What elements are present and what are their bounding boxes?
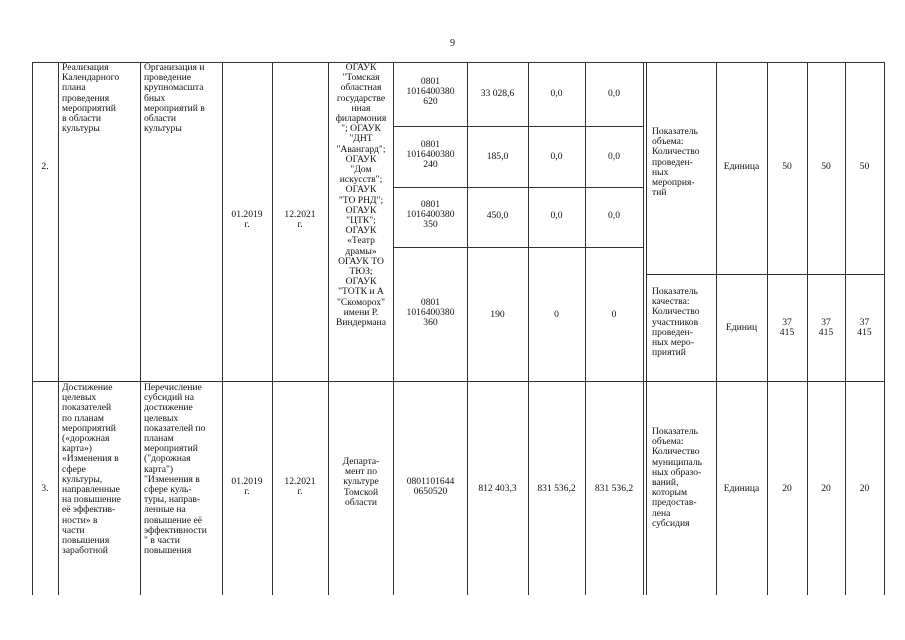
amount-2019: 812 403,3 bbox=[478, 484, 517, 494]
amount-2020: 831 536,2 bbox=[537, 484, 576, 494]
table-rule bbox=[585, 62, 586, 595]
table-rule bbox=[646, 274, 884, 275]
indicator-2020: 50 bbox=[821, 162, 831, 172]
indicator-name: Показатель объема: Количество муниципаль ных образо- ваний, которым предостав- лена субсидия bbox=[652, 427, 703, 529]
amount-2019: 33 028,6 bbox=[480, 89, 515, 99]
row-number: 2. bbox=[41, 162, 49, 172]
event-content: Организация и проведение крупномасшта бных мероприятий в области культуры bbox=[144, 63, 205, 135]
indicator-2020: 37 415 bbox=[818, 318, 834, 339]
amount-2020: 0 bbox=[554, 310, 559, 320]
amount-2021: 0,0 bbox=[608, 152, 620, 162]
indicator-2019: 37 415 bbox=[779, 318, 795, 339]
row-number: 3. bbox=[41, 484, 49, 494]
table-rule bbox=[467, 62, 468, 595]
table-rule bbox=[32, 62, 33, 595]
table-rule bbox=[222, 62, 223, 595]
indicator-2019: 50 bbox=[782, 162, 792, 172]
table-rule bbox=[393, 247, 643, 248]
start-date: 01.2019 г. bbox=[231, 210, 263, 231]
amount-2019: 190 bbox=[490, 310, 505, 320]
kbk-code: 0801 1016400380 240 bbox=[406, 140, 455, 171]
indicator-2019: 20 bbox=[782, 484, 792, 494]
amount-2021: 0,0 bbox=[608, 211, 620, 221]
table-rule bbox=[646, 62, 647, 595]
amount-2020: 0,0 bbox=[550, 152, 563, 162]
indicator-name: Показатель объема: Количество проведен- ных мероприя- тий bbox=[652, 127, 700, 199]
end-date: 12.2021 г. bbox=[284, 477, 316, 498]
kbk-code: 0801 1016400380 620 bbox=[406, 77, 455, 108]
kbk-code: 0801 1016400380 360 bbox=[406, 298, 455, 329]
amount-2021: 0,0 bbox=[608, 89, 620, 99]
end-date: 12.2021 г. bbox=[284, 210, 316, 231]
executor: Департа- мент по культуре Томской области bbox=[342, 457, 380, 508]
table-rule bbox=[140, 62, 141, 595]
indicator-unit: Единица bbox=[723, 484, 760, 494]
indicator-name: Показатель качества: Количество участников проведен- ных меро- приятий bbox=[652, 287, 700, 359]
table-rule bbox=[393, 126, 643, 127]
table-rule bbox=[58, 62, 59, 595]
indicator-unit: Единица bbox=[723, 162, 760, 172]
table-rule bbox=[643, 62, 644, 595]
table-rule bbox=[32, 381, 884, 382]
amount-2020: 0,0 bbox=[550, 89, 563, 99]
start-date: 01.2019 г. bbox=[231, 477, 263, 498]
amount-2021: 831 536,2 bbox=[594, 484, 634, 494]
kbk-code: 0801101644 0650520 bbox=[406, 477, 455, 498]
executor: ОГАУК "Томская областная государстве нная филармония "; ОГАУК "ДНТ "Авангард"; ОГАУК "Дом искусств"; ОГАУК "ТО РНД"; ОГАУК "ЦТК"; ОГАУК «Театр драмы» ОГАУК ТО ТЮЗ; ОГАУК "ТОТК и А "Скоморох" имени Р. Виндермана bbox=[335, 63, 387, 329]
table-rule bbox=[393, 187, 643, 188]
event-content: Перечисление субсидий на достижение целевых показателей по планам мероприятий ("дорожная карта") "Изменения в сфере куль- туры, направ- ленные на повышение её эффективности " в части повышения bbox=[144, 383, 207, 557]
amount-2019: 450,0 bbox=[486, 211, 509, 221]
table-rule bbox=[884, 62, 885, 595]
kbk-code: 0801 1016400380 350 bbox=[406, 200, 455, 231]
indicator-2021: 20 bbox=[859, 484, 870, 494]
event-name: Реализация Календарного плана проведения мероприятий в области культуры bbox=[62, 63, 120, 135]
table-rule bbox=[272, 62, 273, 595]
amount-2019: 185,0 bbox=[486, 152, 509, 162]
indicator-unit: Единиц bbox=[725, 323, 758, 333]
event-name: Достижение целевых показателей по планам мероприятий («дорожная карта») «Изменения в сфере культуры, направленные на повышение её эффектив- ности» в части повышения заработной bbox=[62, 383, 121, 557]
table-rule bbox=[528, 62, 529, 595]
amount-2021: 0 bbox=[611, 310, 617, 320]
amount-2020: 0,0 bbox=[550, 211, 563, 221]
indicator-2020: 20 bbox=[821, 484, 831, 494]
indicator-2021: 50 bbox=[859, 162, 870, 172]
page-number: 9 bbox=[450, 38, 455, 49]
indicator-2021: 37 415 bbox=[857, 318, 872, 339]
